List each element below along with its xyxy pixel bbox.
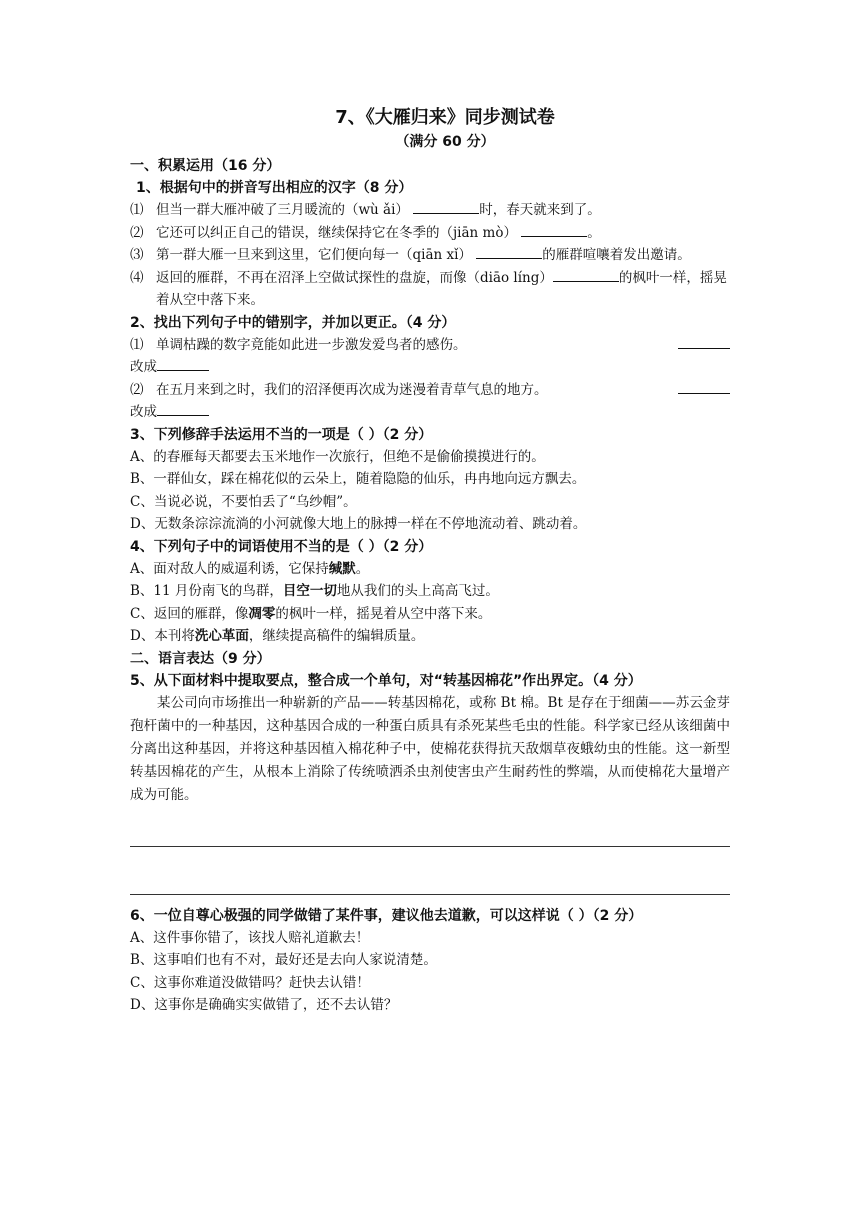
question-6-prompt: 6、一位自尊心极强的同学做错了某件事，建议他去道歉，可以这样说（ ）（2 分） — [130, 907, 643, 924]
option-text: D、本刊将 — [130, 628, 195, 644]
q5-passage: 某公司向市场推出一种崭新的产品——转基因棉花，或称 Bt 棉。Bt 是存在于细菌——苏云金芽孢杆菌中的一种基因，这种基因合成的一种蛋白质具有杀死某些毛虫的性能。科学家已经从该细菌中分离出这种基因，并将这种基因植入棉花种子中，使棉花获得抗天敌烟草夜蛾幼虫的性能。这一新型转基因棉花的产生，从根本上消除了传统喷洒杀虫剂使害虫产生耐药性的弊端，从而使棉花大量增产成为可能。 — [130, 694, 730, 803]
option-text: A、面对敌人的威逼利诱，它保持 — [130, 560, 329, 577]
q1-item-1 — [130, 199, 730, 222]
q6-option-b: B、这事咱们也有不对，最好还是去向人家说清楚。 — [130, 952, 437, 968]
q2-item-1 — [130, 334, 730, 357]
fix-label: 改成 — [130, 359, 157, 375]
option-text-after: 。 — [355, 560, 370, 577]
wrong-char-blank[interactable] — [678, 379, 730, 394]
item-text: 它还可以纠正自己的错误，继续保持它在冬季的（jiān mò） — [156, 224, 517, 241]
wrong-char-blank[interactable] — [678, 334, 730, 349]
item-text-after: 的雁群喧嚷着发出邀请。 — [542, 247, 691, 263]
q2-fix-line-2 — [130, 401, 730, 424]
item-text: 但当一群大雁冲破了三月暖流的（wù ǎi） — [156, 202, 409, 218]
item-text: 在五月来到之时，我们的沼泽便再次成为迷漫着青草气息的地方。 — [156, 381, 548, 398]
q1-item-4 — [130, 267, 730, 312]
option-emphasis: 洗心革面 — [194, 628, 249, 644]
q6-option-c: C、这事你难道没做错吗？赶快去认错！ — [130, 974, 370, 991]
item-number: ⑶ — [130, 247, 144, 263]
question-2-prompt: 2、找出下列句子中的错别字，并加以更正。（4 分） — [130, 314, 456, 331]
option-text-after: ，继续提高稿件的编辑质量。 — [248, 628, 425, 644]
option-text: B、11 月份南飞的鸟群， — [130, 583, 283, 599]
fix-blank[interactable] — [157, 401, 209, 416]
item-number: ⑷ — [130, 269, 144, 286]
item-text-after: 。 — [587, 224, 601, 241]
section-2-heading: 二、语言表达（9 分） — [130, 650, 271, 667]
item-number: ⑵ — [130, 224, 144, 241]
option-text-after: 地从我们的头上高高飞过。 — [336, 583, 499, 599]
q6-option-a: A、这件事你错了，该找人赔礼道歉去！ — [130, 929, 370, 946]
section-1-heading: 一、积累运用（16 分） — [130, 158, 281, 174]
q1-item-3 — [130, 244, 730, 267]
fix-blank[interactable] — [157, 356, 209, 371]
item-text: 单调枯躁的数字竟能如此进一步激发爱鸟者的感伤。 — [156, 336, 467, 353]
q6-option-d: D、这事你是确确实实做错了，还不去认错？ — [130, 997, 398, 1013]
answer-blank[interactable] — [521, 222, 587, 237]
question-4-prompt: 4、下列句子中的词语使用不当的是（ ）（2 分） — [130, 538, 433, 555]
q4-option-d — [130, 625, 730, 648]
q2-item-2 — [130, 379, 730, 402]
item-text-after: 的枫叶一样，摇晃着从空中落下来。 — [156, 269, 727, 308]
option-emphasis: 凋零 — [248, 605, 276, 622]
fix-label: 改成 — [130, 404, 157, 420]
answer-blank[interactable] — [553, 267, 619, 282]
item-text: 返回的雁群，不再在沼泽上空做试探性的盘旋，而像（diāo líng） — [156, 269, 553, 286]
test-paper — [130, 105, 730, 1017]
q2-fix-line-1 — [130, 356, 730, 379]
q4-option-c — [130, 603, 730, 626]
question-5-prompt: 5、从下面材料中提取要点，整合成一个单句，对“转基因棉花”作出界定。（4 分） — [130, 672, 642, 689]
answer-blank[interactable] — [476, 244, 542, 259]
q3-option-b: B、一群仙女，踩在棉花似的云朵上，随着隐隐的仙乐，冉冉地向远方飘去。 — [130, 471, 586, 487]
option-text-after: 的枫叶一样，摇晃着从空中落下来。 — [275, 605, 492, 622]
q3-option-c: C、当说必说，不要怕丢了“乌纱帽”。 — [130, 493, 357, 510]
q3-option-d: D、无数条淙淙流淌的小河就像大地上的脉搏一样在不停地流动着、跳动着。 — [130, 516, 587, 532]
q1-item-2 — [130, 222, 730, 245]
item-text-after: 时，春天就来到了。 — [479, 202, 601, 218]
option-emphasis: 缄默 — [328, 560, 356, 577]
answer-blank[interactable] — [413, 199, 479, 214]
page-title: 7、《大雁归来》同步测试卷 — [335, 107, 555, 128]
q4-option-b — [130, 580, 730, 603]
option-text: C、返回的雁群，像 — [130, 605, 249, 622]
option-emphasis: 目空一切 — [282, 583, 337, 599]
q4-option-a — [130, 558, 730, 581]
item-number: ⑴ — [130, 202, 144, 218]
item-text: 第一群大雁一旦来到这里，它们便向每一（qiān xǐ） — [156, 247, 472, 263]
item-number: ⑵ — [130, 381, 144, 398]
question-1-prompt: 1、根据句中的拼音写出相应的汉字（8 分） — [136, 180, 413, 196]
question-3-prompt: 3、下列修辞手法运用不当的一项是（ ）（2 分） — [130, 426, 433, 443]
page-subtitle: （满分 60 分） — [395, 134, 495, 150]
q3-option-a: A、的春雁每天都要去玉米地作一次旅行，但绝不是偷偷摸摸进行的。 — [130, 448, 545, 465]
item-number: ⑴ — [130, 336, 144, 353]
